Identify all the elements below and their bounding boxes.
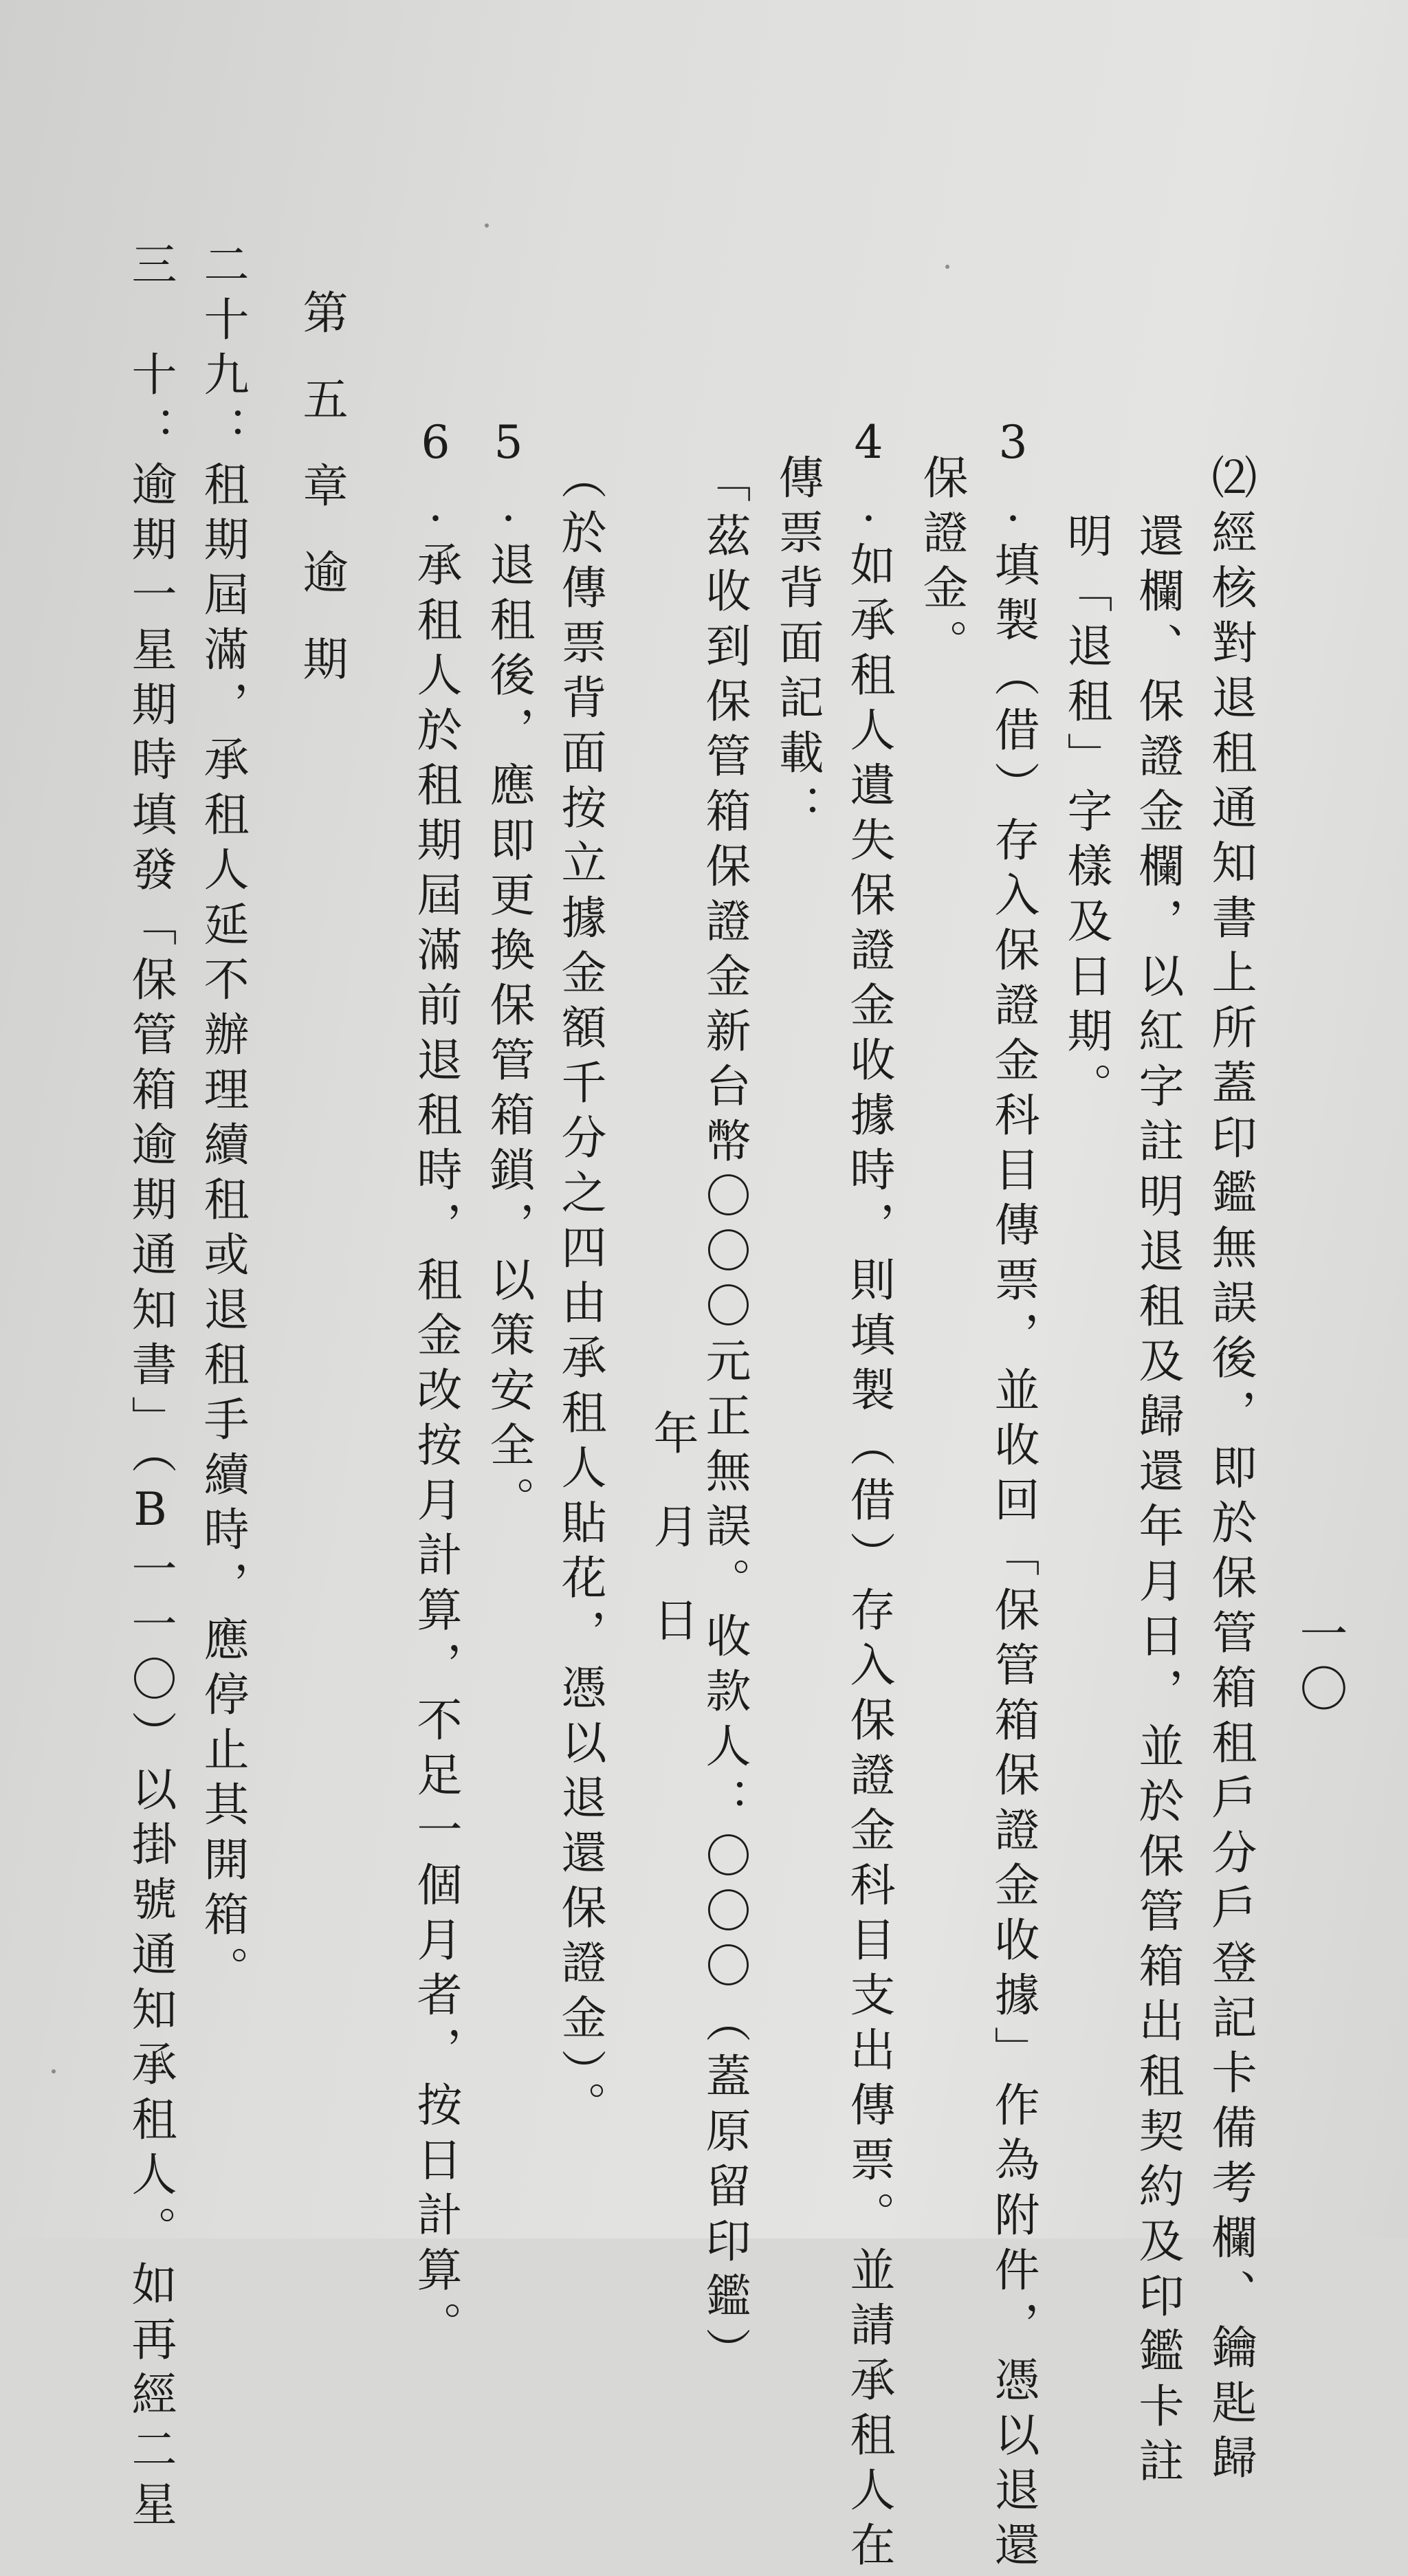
text-column-6: 4.如承租人遺失保證金收據時，則填製（借）存入保證金科目支出傳票。並請承租人在 xyxy=(842,416,895,2576)
chapter-title: 第五章逾期 xyxy=(295,289,348,722)
scan-speck xyxy=(945,265,949,269)
scan-speck xyxy=(52,2069,56,2073)
text-column-1: ⑵經核對退租通知書上所蓋印鑑無誤後，即於保管箱租戶分戶登記卡備考欄、鑰匙歸 xyxy=(1204,454,1257,2489)
text-column-14: 二十九：租期屆滿，承租人延不辦理續租或退租手續時，應停止其開箱。 xyxy=(196,241,249,2001)
text-column-12: 6.承租人於租期屆滿前退租時，租金改按月計算，不足一個月者，按日計算。 xyxy=(409,416,462,2356)
scan-speck xyxy=(485,223,489,228)
text-column-4: 3.填製（借）存入保證金科目傳票，並收回「保管箱保證金收據」作為附件，憑以退還 xyxy=(987,416,1040,2576)
text-column-2: 還欄、保證金欄，以紅字註明退租及歸還年月日，並於保管箱出租契約及印鑑卡註 xyxy=(1131,512,1184,2492)
page-number: 一〇 xyxy=(1292,1609,1348,1719)
text-column-15: 三 十：逾期一星期時填發「保管箱逾期通知書」（B一一〇）以掛號通知承租人。如再經二星 xyxy=(124,241,177,2535)
text-column-5: 保證金。 xyxy=(915,454,968,674)
date-line: 年月日 xyxy=(646,1409,698,1690)
text-column-7: 傳票背面記載： xyxy=(771,454,824,839)
text-column-8: 「茲收到保管箱保證金新台幣〇〇〇元正無誤。收款人：〇〇〇（蓋原留印鑑） xyxy=(698,457,751,2382)
text-column-11: 5.退租後，應即更換保管箱鎖，以策安全。 xyxy=(482,416,535,1531)
text-column-3: 明「退租」字樣及日期。 xyxy=(1059,512,1112,1117)
text-column-10: （於傳票背面按立據金額千分之四由承租人貼花，憑以退還保證金）。 xyxy=(553,454,606,2136)
